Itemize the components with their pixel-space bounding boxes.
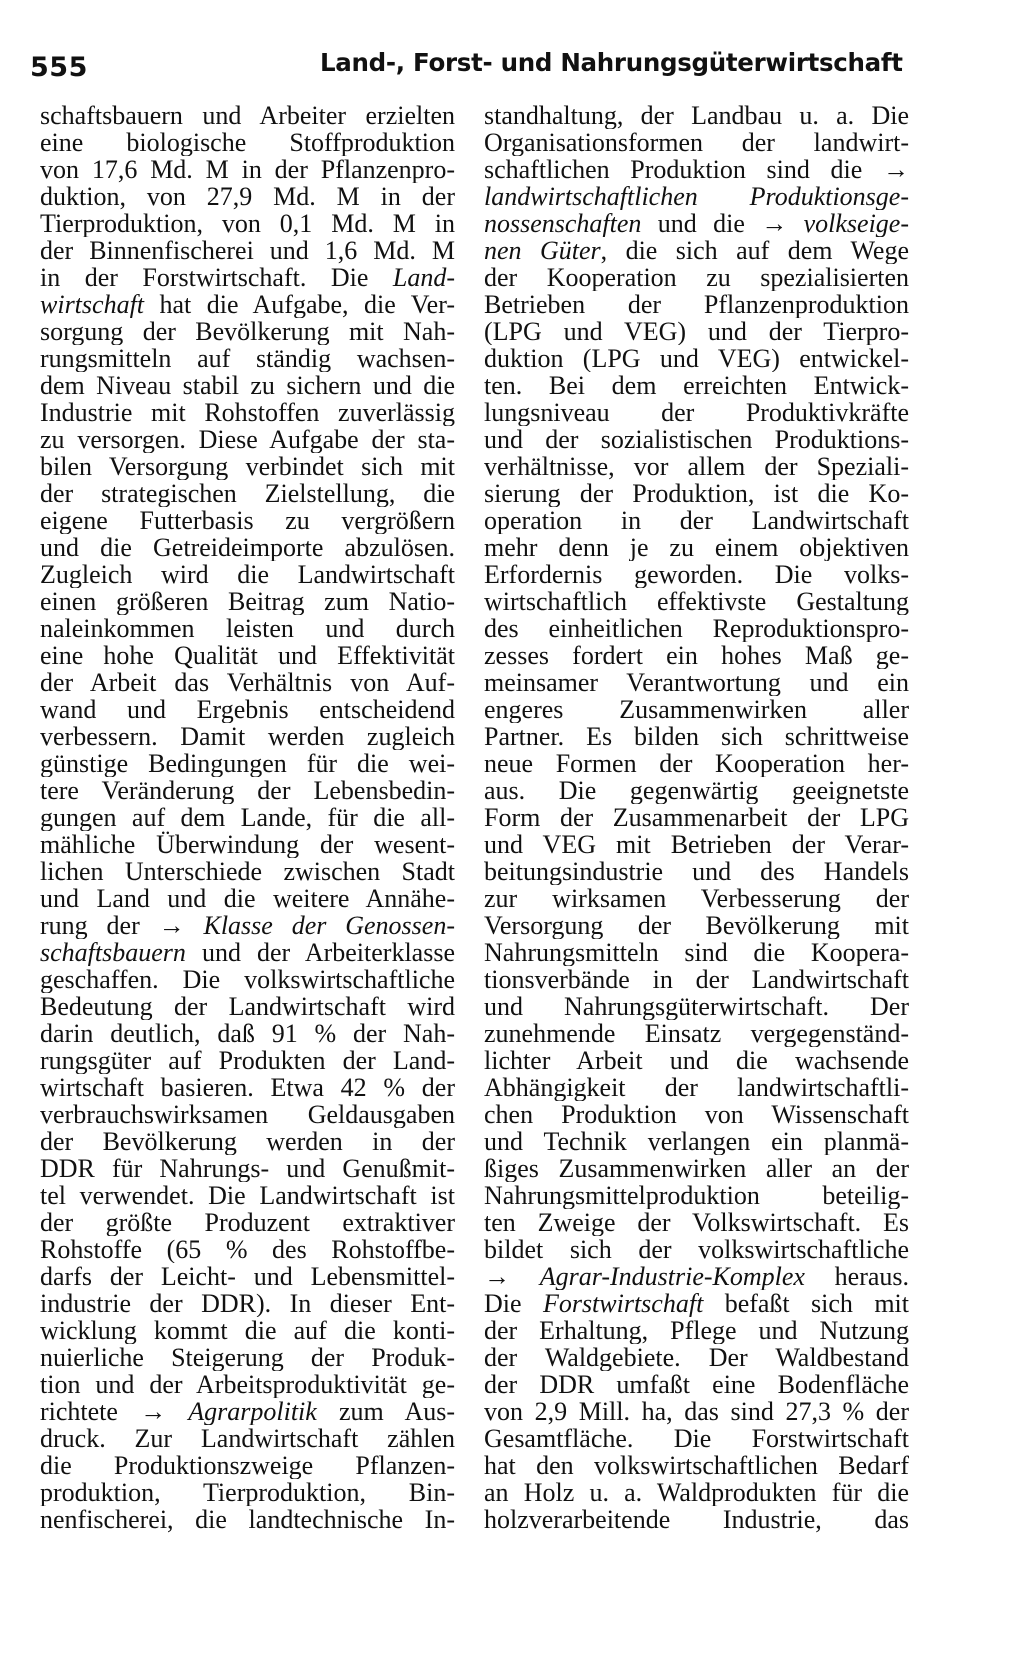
text-line: Erfordernis geworden. Die volks-	[484, 561, 909, 588]
text-line: lichter Arbeit und die wachsende	[484, 1047, 909, 1074]
text-line: holzverarbeitende Industrie, das	[484, 1506, 909, 1533]
text-line: DDR für Nahrungs- und Genußmit-	[40, 1155, 455, 1182]
text-line: tion und der Arbeitsproduktivität ge-	[40, 1371, 455, 1398]
text-line: nuierliche Steigerung der Produk-	[40, 1344, 455, 1371]
text-line: Tierproduktion, von 0,1 Md. M in	[40, 210, 455, 237]
text-line: an Holz u. a. Waldprodukten für die	[484, 1479, 909, 1506]
text-line: druck. Zur Landwirtschaft zählen	[40, 1425, 455, 1452]
text-line: rungsmitteln auf ständig wachsen-	[40, 345, 455, 372]
text-line: Bedeutung der Landwirtschaft wird	[40, 993, 455, 1020]
text-line: tel verwendet. Die Landwirtschaft ist	[40, 1182, 455, 1209]
text-line: Abhängigkeit der landwirtschaftli-	[484, 1074, 909, 1101]
text-line: mehr denn je zu einem objektiven	[484, 534, 909, 561]
text-line: Zugleich wird die Landwirtschaft	[40, 561, 455, 588]
text-line: richtete → Agrarpolitik zum Aus-	[40, 1398, 455, 1425]
text-line: → Agrar-Industrie-Komplex heraus.	[484, 1263, 909, 1290]
text-line: lichen Unterschiede zwischen Stadt	[40, 858, 455, 885]
text-line: der Arbeit das Verhältnis von Auf-	[40, 669, 455, 696]
text-line: von 2,9 Mill. ha, das sind 27,3 % der	[484, 1398, 909, 1425]
text-line: sorgung der Bevölkerung mit Nah-	[40, 318, 455, 345]
text-line: von 17,6 Md. M in der Pflanzenpro-	[40, 156, 455, 183]
text-line: standhaltung, der Landbau u. a. Die	[484, 102, 909, 129]
text-line: der größte Produzent extraktiver	[40, 1209, 455, 1236]
page-number: 555	[30, 52, 88, 83]
text-line: naleinkommen leisten und durch	[40, 615, 455, 642]
text-line: Betrieben der Pflanzenproduktion	[484, 291, 909, 318]
text-line: und VEG mit Betrieben der Verar-	[484, 831, 909, 858]
text-line: wirtschaft hat die Aufgabe, die Ver-	[40, 291, 455, 318]
text-line: und Nahrungsgüterwirtschaft. Der	[484, 993, 909, 1020]
text-line: schaftlichen Produktion sind die →	[484, 156, 909, 183]
text-line: in der Forstwirtschaft. Die Land-	[40, 264, 455, 291]
text-line: ten. Bei dem erreichten Entwick-	[484, 372, 909, 399]
text-line: hat den volkswirtschaftlichen Bedarf	[484, 1452, 909, 1479]
text-line: Organisationsformen der landwirt-	[484, 129, 909, 156]
text-line: darin deutlich, daß 91 % der Nah-	[40, 1020, 455, 1047]
text-line: landwirtschaftlichen Produktionsge-	[484, 183, 909, 210]
text-line: eine hohe Qualität und Effektivität	[40, 642, 455, 669]
text-line: schaftsbauern und Arbeiter erzielten	[40, 102, 455, 129]
text-line: der Bevölkerung werden in der	[40, 1128, 455, 1155]
text-line: nossenschaften und die → volkseige-	[484, 210, 909, 237]
text-line: bilen Versorgung verbindet sich mit	[40, 453, 455, 480]
right-column	[484, 102, 909, 1533]
text-line: tere Veränderung der Lebensbedin-	[40, 777, 455, 804]
text-line: aus. Die gegenwärtig geeignetste	[484, 777, 909, 804]
text-line: meinsamer Verantwortung und ein	[484, 669, 909, 696]
text-line: neue Formen der Kooperation her-	[484, 750, 909, 777]
text-line: eine biologische Stoffproduktion	[40, 129, 455, 156]
text-line: und Technik verlangen ein planmä-	[484, 1128, 909, 1155]
text-line: zesses fordert ein hohes Maß ge-	[484, 642, 909, 669]
text-line: der strategischen Zielstellung, die	[40, 480, 455, 507]
text-line: nen Güter, die sich auf dem Wege	[484, 237, 909, 264]
text-line: der DDR umfaßt eine Bodenfläche	[484, 1371, 909, 1398]
text-line: operation in der Landwirtschaft	[484, 507, 909, 534]
text-line: Die Forstwirtschaft befaßt sich mit	[484, 1290, 909, 1317]
text-line: zur wirksamen Verbesserung der	[484, 885, 909, 912]
text-line: produktion, Tierproduktion, Bin-	[40, 1479, 455, 1506]
text-line: rung der → Klasse der Genossen-	[40, 912, 455, 939]
text-line: Form der Zusammenarbeit der LPG	[484, 804, 909, 831]
text-line: der Binnenfischerei und 1,6 Md. M	[40, 237, 455, 264]
text-line: Nahrungsmitteln sind die Koopera-	[484, 939, 909, 966]
text-line: sierung der Produktion, ist die Ko-	[484, 480, 909, 507]
text-line: und der sozialistischen Produktions-	[484, 426, 909, 453]
text-line: und die Getreideimporte abzulösen.	[40, 534, 455, 561]
text-line: zu versorgen. Diese Aufgabe der sta-	[40, 426, 455, 453]
text-line: wand und Ergebnis entscheidend	[40, 696, 455, 723]
text-line: beitungsindustrie und des Handels	[484, 858, 909, 885]
text-line: Nahrungsmittelproduktion beteilig-	[484, 1182, 909, 1209]
text-line: wirtschaftlich effektivste Gestaltung	[484, 588, 909, 615]
text-line: darfs der Leicht- und Lebensmittel-	[40, 1263, 455, 1290]
text-line: verhältnisse, vor allem der Speziali-	[484, 453, 909, 480]
text-line: Versorgung der Bevölkerung mit	[484, 912, 909, 939]
text-line: rungsgüter auf Produkten der Land-	[40, 1047, 455, 1074]
text-line: der Erhaltung, Pflege und Nutzung	[484, 1317, 909, 1344]
text-line: gungen auf dem Lande, für die all-	[40, 804, 455, 831]
text-line: die Produktionszweige Pflanzen-	[40, 1452, 455, 1479]
text-line: schaftsbauern und der Arbeiterklasse	[40, 939, 455, 966]
text-line: ßiges Zusammenwirken aller an der	[484, 1155, 909, 1182]
text-line: eigene Futterbasis zu vergrößern	[40, 507, 455, 534]
text-line: bildet sich der volkswirtschaftliche	[484, 1236, 909, 1263]
text-line: engeres Zusammenwirken aller	[484, 696, 909, 723]
text-line: chen Produktion von Wissenschaft	[484, 1101, 909, 1128]
text-line: der Kooperation zu spezialisierten	[484, 264, 909, 291]
text-line: dem Niveau stabil zu sichern und die	[40, 372, 455, 399]
text-line: duktion, von 27,9 Md. M in der	[40, 183, 455, 210]
text-line: einen größeren Beitrag zum Natio-	[40, 588, 455, 615]
text-line: verbrauchswirksamen Geldausgaben	[40, 1101, 455, 1128]
text-line: günstige Bedingungen für die wei-	[40, 750, 455, 777]
text-line: der Waldgebiete. Der Waldbestand	[484, 1344, 909, 1371]
text-line: tionsverbände in der Landwirtschaft	[484, 966, 909, 993]
text-line: zunehmende Einsatz vergegenständ-	[484, 1020, 909, 1047]
text-line: nenfischerei, die landtechnische In-	[40, 1506, 455, 1533]
text-line: verbessern. Damit werden zugleich	[40, 723, 455, 750]
running-title: Land-, Forst- und Nahrungsgüterwirtschaft	[320, 48, 903, 77]
text-line: mähliche Überwindung der wesent-	[40, 831, 455, 858]
text-line: (LPG und VEG) und der Tierpro-	[484, 318, 909, 345]
text-line: ten Zweige der Volkswirtschaft. Es	[484, 1209, 909, 1236]
text-line: des einheitlichen Reproduktionspro-	[484, 615, 909, 642]
text-line: Gesamtfläche. Die Forstwirtschaft	[484, 1425, 909, 1452]
text-line: Industrie mit Rohstoffen zuverlässig	[40, 399, 455, 426]
text-line: lungsniveau der Produktivkräfte	[484, 399, 909, 426]
text-line: wicklung kommt die auf die konti-	[40, 1317, 455, 1344]
text-line: Rohstoffe (65 % des Rohstoffbe-	[40, 1236, 455, 1263]
text-line: geschaffen. Die volkswirtschaftliche	[40, 966, 455, 993]
text-line: und Land und die weitere Annähe-	[40, 885, 455, 912]
text-line: duktion (LPG und VEG) entwickel-	[484, 345, 909, 372]
text-line: industrie der DDR). In dieser Ent-	[40, 1290, 455, 1317]
text-line: wirtschaft basieren. Etwa 42 % der	[40, 1074, 455, 1101]
left-column	[40, 102, 455, 1533]
text-line: Partner. Es bilden sich schrittweise	[484, 723, 909, 750]
